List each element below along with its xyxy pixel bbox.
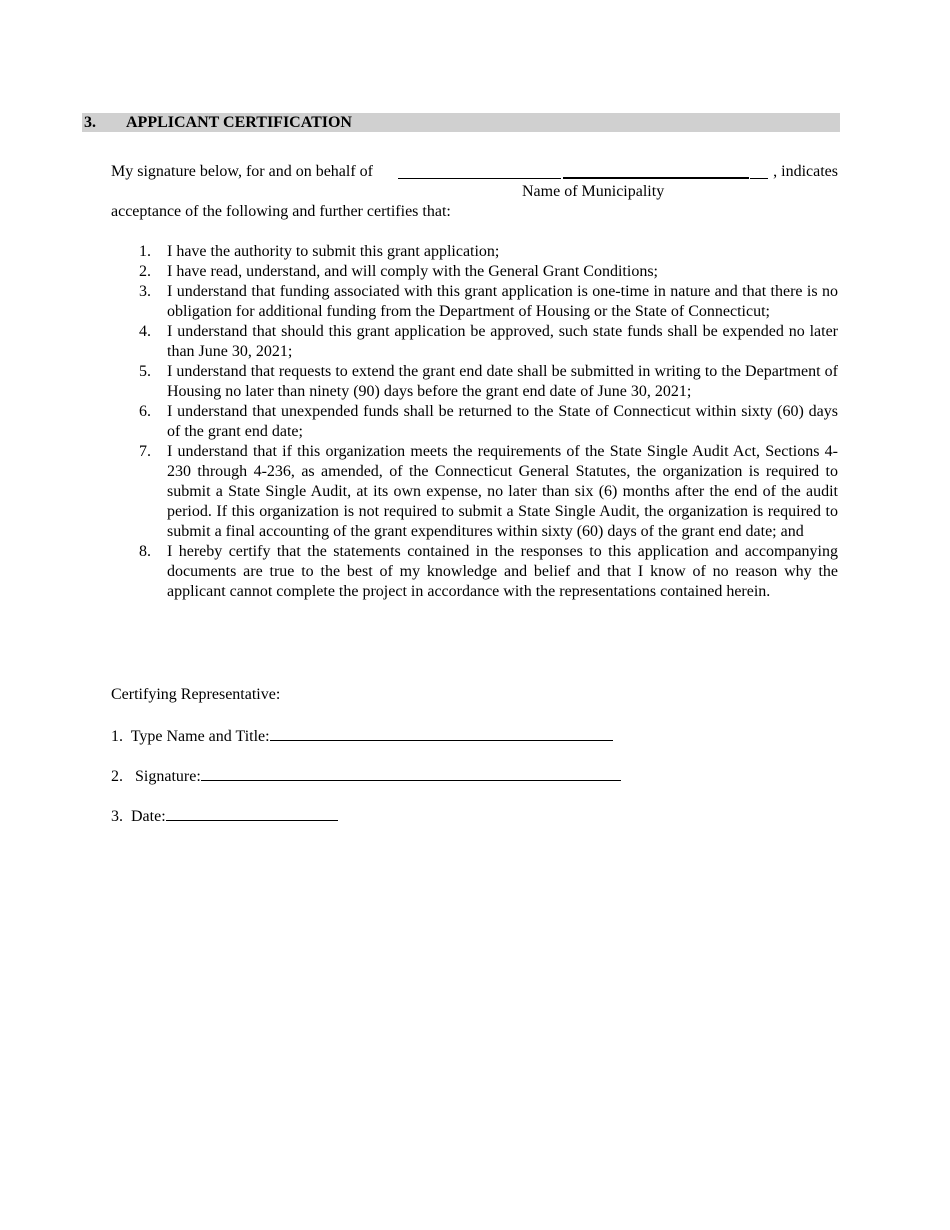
intro-continuation: acceptance of the following and further certifies that: — [111, 203, 451, 220]
date-input-line[interactable] — [166, 805, 338, 821]
intro-lead-text: My signature below, for and on behalf of — [111, 163, 373, 180]
field-label: Type Name and Title: — [130, 728, 270, 745]
certification-number: 5. — [139, 363, 151, 380]
section-header — [82, 113, 840, 132]
certification-text: I understand that unexpended funds shall be returned to the State of Connecticut within sixty (60) days of the grant end date; — [167, 403, 838, 440]
field-number: 2. — [111, 768, 123, 785]
certification-number: 4. — [139, 323, 151, 340]
certification-text: I hereby certify that the statements contained in the responses to this application and accompanying documents are true to the best of my knowledge and belief and that I know of no reason why the applicant cannot complete the project in accordance with the representations contained herein. — [167, 543, 838, 600]
certification-text: I understand that should this grant application be approved, such state funds shall be expended no later than June 30, 2021; — [167, 323, 838, 360]
certification-item — [111, 402, 838, 442]
certification-number: 8. — [139, 543, 151, 560]
name-title-field — [111, 725, 613, 747]
certification-number: 3. — [139, 283, 151, 300]
certification-item — [111, 262, 838, 282]
signature-input-line[interactable] — [201, 765, 621, 781]
intro-tail-text: , indicates — [773, 163, 838, 180]
certification-item — [111, 322, 838, 362]
field-number: 3. — [111, 808, 123, 825]
municipality-caption: Name of Municipality — [522, 183, 665, 200]
date-field — [111, 805, 338, 827]
section-number: 3. — [84, 114, 96, 131]
certifying-representative-label: Certifying Representative: — [111, 686, 281, 703]
intro-statement — [111, 162, 838, 182]
certification-list — [111, 242, 838, 602]
certification-number: 2. — [139, 263, 151, 280]
certification-item — [111, 442, 838, 542]
certification-number: 1. — [139, 243, 151, 260]
municipality-blank-right — [750, 162, 768, 179]
municipality-name-field[interactable] — [563, 162, 749, 179]
certification-text: I understand that requests to extend the grant end date shall be submitted in writing to the Department of Housing no later than ninety (90) days before the grant end date of June 30, 2021; — [167, 363, 838, 400]
section-title: APPLICANT CERTIFICATION — [126, 114, 352, 131]
field-number: 1. — [111, 728, 123, 745]
certification-item — [111, 242, 838, 262]
certification-text: I have read, understand, and will comply with the General Grant Conditions; — [167, 263, 658, 280]
signature-field — [111, 765, 621, 787]
certification-item — [111, 362, 838, 402]
certification-text: I have the authority to submit this grant application; — [167, 243, 500, 260]
field-label: Signature: — [135, 768, 201, 785]
certification-number: 7. — [139, 443, 151, 460]
certification-text: I understand that funding associated with this grant application is one-time in nature and that there is no obligation for additional funding from the Department of Housing or the State of Connecticut; — [167, 283, 838, 320]
municipality-blank-left — [398, 162, 561, 179]
name-title-input-line[interactable] — [270, 725, 613, 741]
certification-item — [111, 282, 838, 322]
field-label: Date: — [131, 808, 166, 825]
certification-item — [111, 542, 838, 602]
certification-text: I understand that if this organization meets the requirements of the State Single Audit Act, Sections 4-230 through 4-236, as amended, of the Connecticut General Statutes, the organization is required to submit a State Single Audit, at its own expense, no later than six (6) months after the end of the audit period. If this organization is not required to submit a State Single Audit, the organization is required to submit a final accounting of the grant expenditures within sixty (60) days of the grant end date; and — [167, 443, 838, 540]
certification-number: 6. — [139, 403, 151, 420]
